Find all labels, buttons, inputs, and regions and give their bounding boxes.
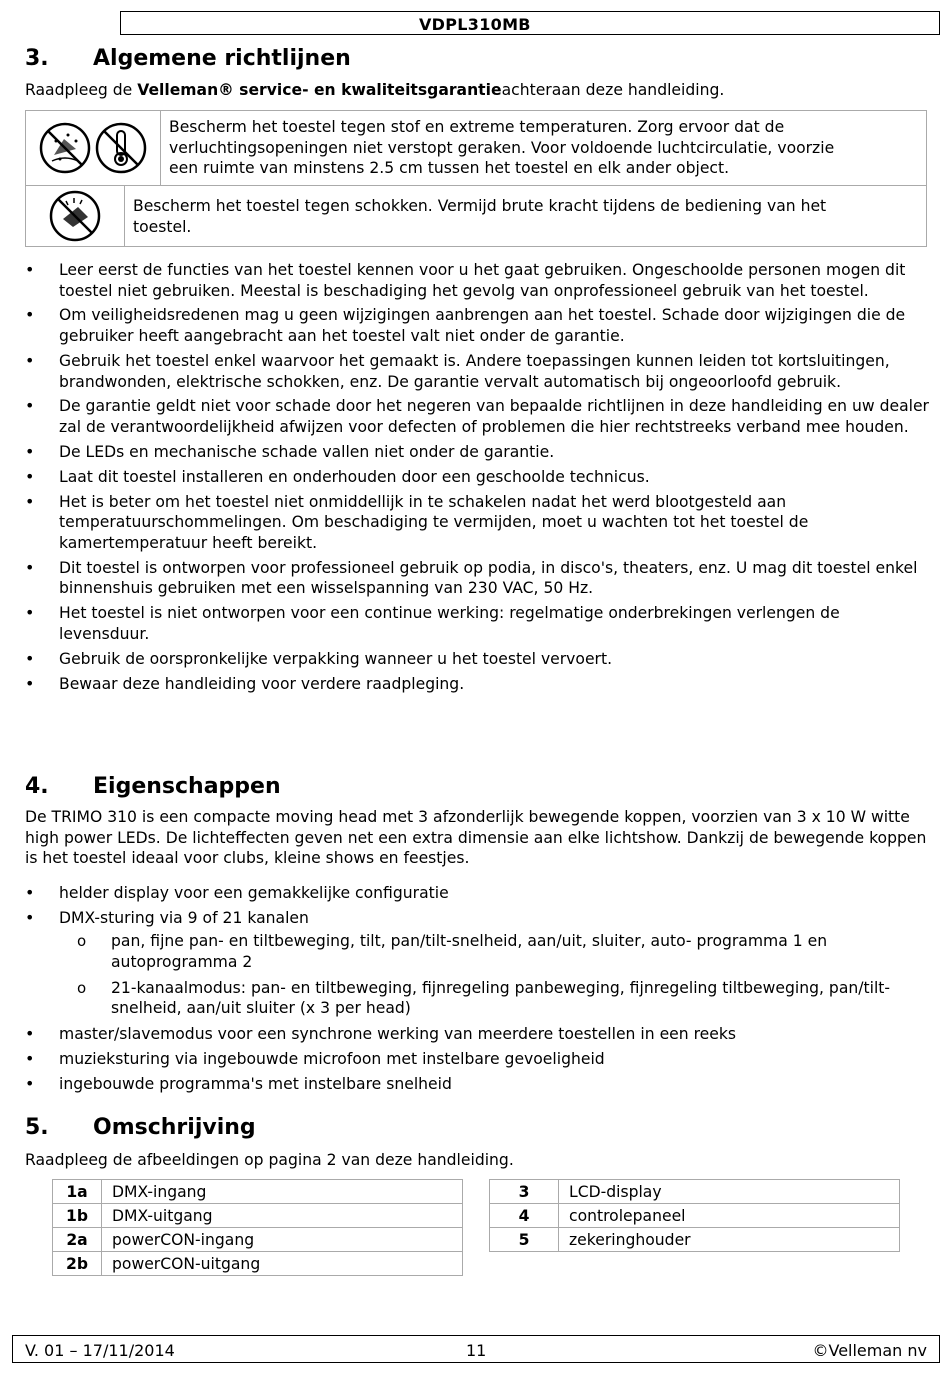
version-date: V. 01 – 17/11/2014 <box>25 1341 175 1360</box>
warning-text: Bescherm het toestel tegen stof en extreme temperaturen. Zorg ervoor dat de verluchtingsopeningen niet verstopt geraken. Voor voldoende luchtcirculatie, voorzie een ruimte van minstens 2.5 cm tussen het toestel en elk ander object. <box>169 118 835 177</box>
section-title: Algemene richtlijnen <box>93 46 351 71</box>
section-4-intro: De TRIMO 310 is een compacte moving head met 3 afzonderlijk bewegende koppen, voorzien van 3 x 10 W witte high power LEDs. De lichteffecten geven net een extra dimensie aan elke lichtshow. Dankzij de bewegende koppen is het toestel ideaal voor clubs, kleine shows en feestjes. <box>25 808 927 868</box>
section-number: 3. <box>25 46 49 71</box>
list-item: • De garantie geldt niet voor schade door het negeren van bepaalde richtlijnen in deze handleiding en uw dealer zal de verantwoordelijkheid afwijzen voor defecten of problemen die hier rechtstreeks verband mee houden. <box>25 396 930 437</box>
list-item: • Laat dit toestel installeren en onderhouden door een geschoolde technicus. <box>25 467 930 488</box>
table-row: 4 controlepaneel <box>490 1204 900 1228</box>
temperature-prohibited-icon <box>94 121 148 175</box>
warranty-reference: Velleman® service- en kwaliteitsgarantie <box>137 81 502 99</box>
table-row: 1a DMX-ingang <box>53 1180 463 1204</box>
page-footer <box>12 1335 940 1363</box>
section-5-heading <box>25 1115 256 1140</box>
table-row: 1b DMX-uitgang <box>53 1204 463 1228</box>
features-list <box>25 883 930 1099</box>
table-row: 5 zekeringhouder <box>490 1228 900 1252</box>
parts-table-right <box>489 1179 900 1252</box>
section-number: 5. <box>25 1115 49 1140</box>
warning-row <box>26 111 926 186</box>
section-3-intro: Raadpleeg de Velleman® service- en kwaliteitsgarantieachteraan deze handleiding. <box>25 81 725 99</box>
list-item: • De LEDs en mechanische schade vallen niet onder de garantie. <box>25 442 930 463</box>
table-row: 2a powerCON-ingang <box>53 1228 463 1252</box>
list-item: • Gebruik de oorspronkelijke verpakking wanneer u het toestel vervoert. <box>25 649 930 670</box>
shock-prohibited-icon <box>48 189 102 243</box>
section-title: Omschrijving <box>93 1115 256 1140</box>
list-item: • Bewaar deze handleiding voor verdere raadpleging. <box>25 674 930 695</box>
table-row: 3 LCD-display <box>490 1180 900 1204</box>
dmx-modes-list <box>59 931 930 1018</box>
section-title: Eigenschappen <box>93 774 281 799</box>
warning-icon-cell <box>26 111 161 185</box>
dust-prohibited-icon <box>38 121 92 175</box>
warning-icon-cell <box>26 185 125 247</box>
page-number: 11 <box>466 1341 487 1360</box>
list-item: • helder display voor een gemakkelijke configuratie <box>25 883 930 904</box>
list-item: • ingebouwde programma's met instelbare snelheid <box>25 1074 930 1095</box>
warning-table <box>25 110 927 247</box>
list-item: • Leer eerst de functies van het toestel kennen voor u het gaat gebruiken. Ongeschoolde personen mogen dit toestel niet gebruiken. Meestal is beschadiging het gevolg van onprofessioneel gebruik van het toestel. <box>25 260 930 301</box>
list-item: • Het is beter om het toestel niet onmiddellijk in te schakelen nadat het werd blootgesteld aan temperatuurschommelingen. Om beschadiging te vermijden, moet u wachten tot het toestel de kamertemperatuur heeft bereikt. <box>25 492 930 554</box>
section-5-intro: Raadpleeg de afbeeldingen op pagina 2 van deze handleiding. <box>25 1151 514 1169</box>
safety-guidelines-list <box>25 260 930 699</box>
list-item: • Om veiligheidsredenen mag u geen wijzigingen aanbrengen aan het toestel. Schade door wijzigingen die de gebruiker heeft aangebracht aan het toestel valt niet onder de garantie. <box>25 305 930 346</box>
list-item: • master/slavemodus voor een synchrone werking van meerdere toestellen in een reeks <box>25 1024 930 1045</box>
sub-list-item: o pan, fijne pan- en tiltbeweging, tilt, pan/tilt-snelheid, aan/uit, sluiter, auto- programma 1 en autoprogramma 2 <box>59 931 930 972</box>
section-3-heading <box>25 46 351 71</box>
table-row: 2b powerCON-uitgang <box>53 1252 463 1276</box>
sub-list-item: o 21-kanaalmodus: pan- en tiltbeweging, fijnregeling panbeweging, fijnregeling tiltbeweging, pan/tilt-snelheid, aan/uit sluiter (x 3 per head) <box>59 978 930 1019</box>
section-4-heading <box>25 774 281 799</box>
list-item: • Dit toestel is ontworpen voor professioneel gebruik op podia, in disco's, theaters, enz. U mag dit toestel enkel binnenshuis gebruiken met een wisselspanning van 230 VAC, 50 Hz. <box>25 558 930 599</box>
list-item: • muzieksturing via ingebouwde microfoon met instelbare gevoeligheid <box>25 1049 930 1070</box>
copyright: ©Velleman nv <box>812 1341 927 1360</box>
warning-text: Bescherm het toestel tegen schokken. Vermijd brute kracht tijdens de bediening van het toestel. <box>133 197 827 236</box>
section-number: 4. <box>25 774 49 799</box>
document-code: VDPL310MB <box>419 15 531 34</box>
list-item: • Gebruik het toestel enkel waarvoor het gemaakt is. Andere toepassingen kunnen leiden tot kortsluitingen, brandwonden, elektrische schokken, enz. De garantie vervalt automatisch bij ongeoorloofd gebruik. <box>25 351 930 392</box>
list-item: • Het toestel is niet ontworpen voor een continue werking: regelmatige onderbrekingen verlengen de levensduur. <box>25 603 930 644</box>
list-item: • DMX-sturing via 9 of 21 kanalen o pan, fijne pan- en tiltbeweging, tilt, pan/tilt-snelheid, aan/uit, sluiter, auto- programma 1 en autoprogramma 2 o 21-kanaalmodus: pan- en tiltbeweging, fijnregeling panbeweging, fijnregeling tiltbeweging, pan/tilt-snelheid, aan/uit sluiter (x 3 per head) <box>25 908 930 1019</box>
parts-table-left <box>52 1179 463 1276</box>
page-header <box>120 11 940 35</box>
